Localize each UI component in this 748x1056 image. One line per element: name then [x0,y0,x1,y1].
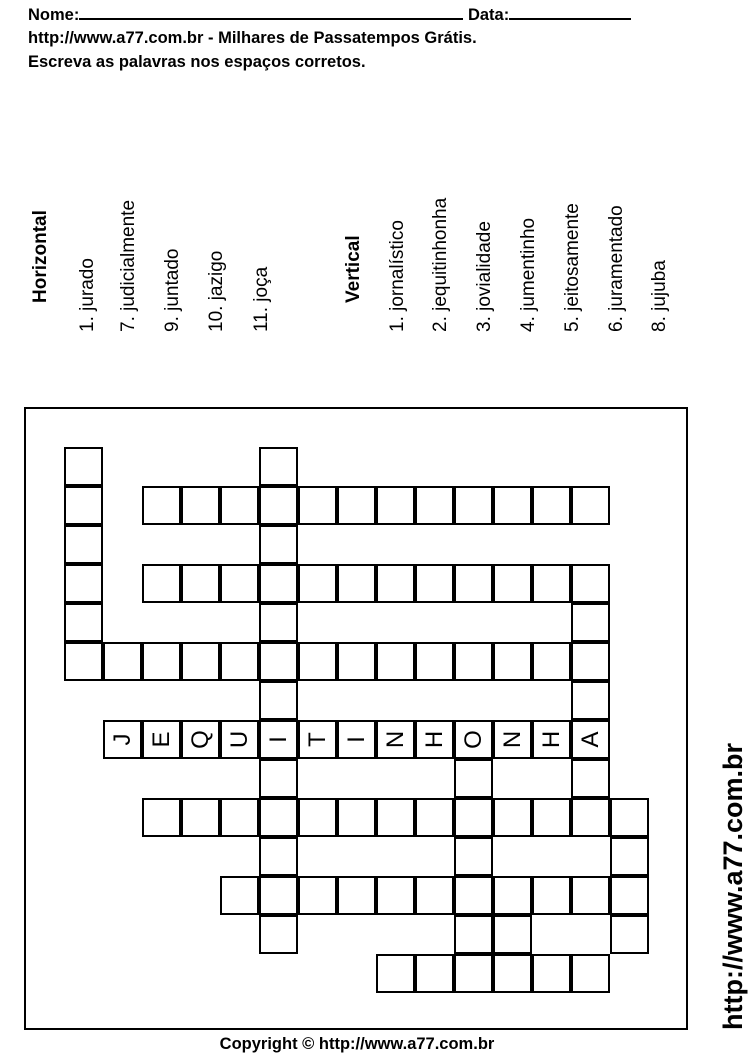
crossword-cell[interactable] [220,642,259,681]
vertical-clue: 4. jumentinho [518,217,539,332]
crossword-cell[interactable] [532,642,571,681]
crossword-cell[interactable] [610,798,649,837]
crossword-cell[interactable] [181,486,220,525]
given-letter: Q [187,730,214,749]
crossword-cell[interactable] [220,486,259,525]
crossword-cell[interactable] [220,798,259,837]
crossword-cell[interactable] [142,642,181,681]
crossword-cell[interactable] [181,564,220,603]
crossword-cell[interactable] [571,681,610,720]
crossword-cell[interactable] [454,759,493,798]
name-label: Nome: [28,6,80,24]
given-letter: N [382,730,409,749]
crossword-cell[interactable] [493,876,532,915]
crossword-cell[interactable] [376,876,415,915]
vertical-clue: 8. jujuba [649,260,670,332]
given-letter: I [265,736,292,743]
crossword-cell[interactable] [259,447,298,486]
crossword-cell[interactable] [376,564,415,603]
given-letter: I [343,736,370,743]
crossword-cell[interactable] [571,954,610,993]
crossword-cell[interactable] [259,564,298,603]
crossword-cell[interactable] [454,798,493,837]
crossword-cell[interactable] [415,642,454,681]
crossword-cell[interactable] [259,525,298,564]
horizontal-clue: 7. judicialmente [118,199,139,332]
crossword-cell[interactable] [259,759,298,798]
horizontal-clue: 1. jurado [77,258,98,332]
crossword-cell[interactable] [415,486,454,525]
given-letter: A [577,731,604,748]
given-letter: N [499,730,526,749]
horizontal-clues-title: Horizontal [30,210,51,303]
crossword-cell[interactable] [454,564,493,603]
crossword-cell[interactable] [337,564,376,603]
crossword-cell[interactable] [142,486,181,525]
date-field[interactable] [509,4,631,20]
crossword-cell[interactable] [493,915,532,954]
crossword-cell[interactable] [298,876,337,915]
crossword-cell[interactable] [64,447,103,486]
crossword-cell[interactable] [298,642,337,681]
crossword-cell[interactable] [298,798,337,837]
crossword-cell[interactable] [259,798,298,837]
crossword-cell[interactable] [493,642,532,681]
given-letter: H [538,730,565,749]
crossword-cell[interactable] [298,486,337,525]
crossword-cell[interactable] [259,876,298,915]
crossword-cell[interactable] [415,564,454,603]
crossword-cell[interactable] [64,525,103,564]
given-letter: T [304,732,331,747]
crossword-cell[interactable] [571,876,610,915]
crossword-cell[interactable] [259,915,298,954]
horizontal-clue: 11. joça [251,266,272,332]
crossword-cell[interactable] [337,798,376,837]
crossword-cell[interactable] [571,486,610,525]
date-label: Data: [467,6,510,24]
crossword-cell[interactable] [571,564,610,603]
crossword-cell[interactable] [259,486,298,525]
crossword-cell[interactable] [298,564,337,603]
crossword-cell[interactable] [454,876,493,915]
horizontal-clue: 9. juntado [162,248,183,332]
crossword-cell[interactable] [571,759,610,798]
crossword-cell[interactable] [376,798,415,837]
crossword-cell[interactable] [376,486,415,525]
vertical-clue: 6. juramentado [606,205,627,332]
crossword-cell[interactable] [64,564,103,603]
crossword-cell[interactable] [532,486,571,525]
crossword-cell[interactable] [493,954,532,993]
crossword-cell[interactable] [376,642,415,681]
horizontal-clue: 10. jazigo [206,250,227,332]
crossword-cell[interactable] [259,681,298,720]
crossword-cell[interactable] [415,876,454,915]
crossword-cell[interactable] [532,798,571,837]
instruction-line: Escreva as palavras nos espaços corretos. [28,53,366,71]
site-line: http://www.a77.com.br - Milhares de Passatempos Grátis. [28,29,477,47]
crossword-cell[interactable] [259,603,298,642]
vertical-clue: 3. jovialidade [474,221,495,332]
crossword-cell[interactable] [64,603,103,642]
crossword-cell[interactable] [571,603,610,642]
side-url: http://www.a77.com.br [718,742,748,1030]
crossword-cell[interactable] [142,798,181,837]
crossword-cell[interactable] [259,837,298,876]
vertical-clue: 1. jornalístico [387,220,408,332]
crossword-cell[interactable] [454,486,493,525]
crossword-cell[interactable] [337,876,376,915]
crossword-cell[interactable] [532,564,571,603]
crossword-cell[interactable] [64,642,103,681]
name-field[interactable] [79,4,463,20]
given-letter: U [226,730,253,749]
crossword-cell[interactable] [415,954,454,993]
crossword-cell[interactable] [454,915,493,954]
given-letter: H [421,730,448,749]
crossword-cell[interactable] [259,642,298,681]
crossword-cell[interactable] [610,915,649,954]
crossword-cell[interactable] [415,798,454,837]
crossword-cell[interactable] [220,876,259,915]
crossword-cell[interactable] [571,642,610,681]
crossword-cell[interactable] [532,954,571,993]
crossword-cell[interactable] [454,642,493,681]
crossword-cell[interactable] [220,564,259,603]
crossword-cell[interactable] [376,954,415,993]
crossword-cell[interactable] [493,798,532,837]
given-letter: J [109,733,136,746]
crossword-cell[interactable] [64,486,103,525]
name-date-line [28,4,631,25]
crossword-cell[interactable] [454,954,493,993]
given-letter: E [148,731,175,748]
crossword-cell[interactable] [337,486,376,525]
crossword-cell[interactable] [571,798,610,837]
vertical-clue: 5. jeitosamente [562,203,583,332]
copyright: Copyright © http://www.a77.com.br [219,1035,495,1053]
crossword-cell[interactable] [103,642,142,681]
crossword-cell[interactable] [493,564,532,603]
crossword-cell[interactable] [610,837,649,876]
crossword-cell[interactable] [610,876,649,915]
vertical-clue: 2. jequitinhonha [430,197,451,332]
crossword-cell[interactable] [181,642,220,681]
crossword-cell[interactable] [532,876,571,915]
crossword-cell[interactable] [337,642,376,681]
crossword-cell[interactable] [454,837,493,876]
given-letter: O [460,730,487,749]
crossword-cell[interactable] [142,564,181,603]
crossword-cell[interactable] [493,486,532,525]
vertical-clues-title: Vertical [343,235,364,303]
crossword-cell[interactable] [181,798,220,837]
